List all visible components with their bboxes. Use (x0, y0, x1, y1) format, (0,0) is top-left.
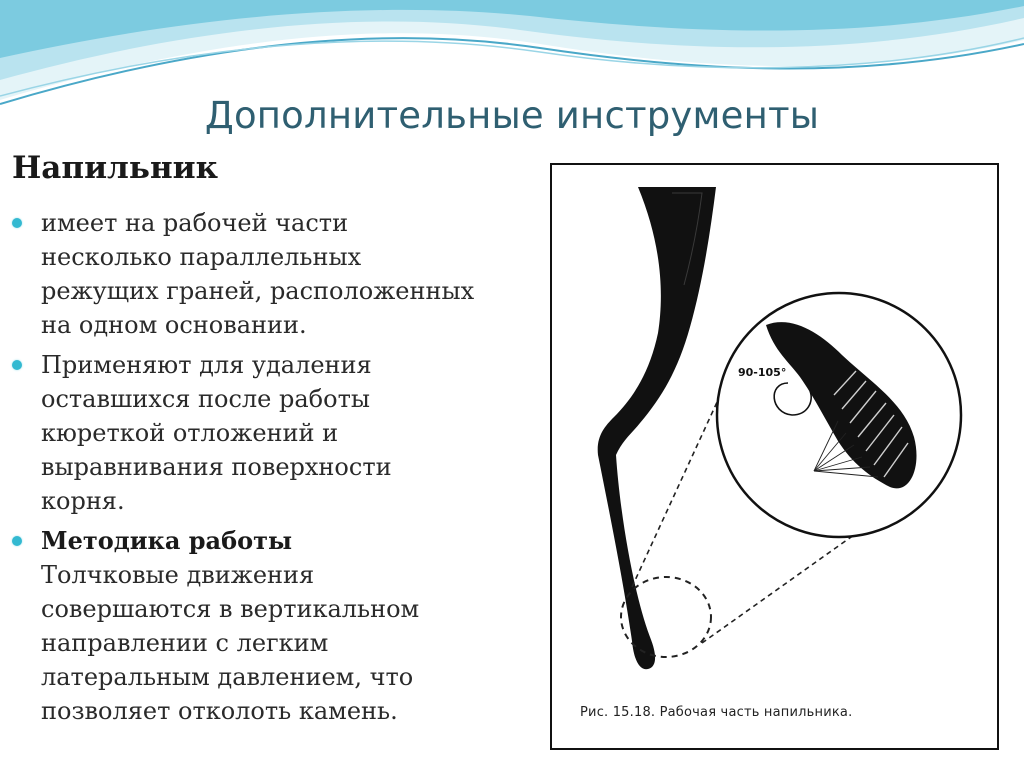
connector-line (632, 387, 724, 587)
figure-caption: Рис. 15.18. Рабочая часть напильника. (580, 705, 853, 720)
bullet-dot-icon (12, 360, 22, 370)
instrument-shank (598, 187, 716, 669)
bullet-item (12, 524, 532, 728)
bullet-text: имеет на рабочей части несколько параллельных режущих граней, расположенных на одном основании. (41, 209, 475, 339)
bullet-dot-icon (12, 218, 22, 228)
figure-frame (550, 163, 999, 750)
bullet-item (12, 206, 532, 342)
bullet-list (12, 206, 532, 734)
bullet-text: Применяют для удаления оставшихся после работы кюреткой отложений и выравнивания поверхности корня. (41, 351, 392, 515)
file-instrument-illustration (552, 165, 1001, 752)
angle-label: 90-105° (738, 366, 787, 379)
bullet-dot-icon (12, 536, 22, 546)
section-heading: Напильник (12, 150, 219, 186)
slide-title: Дополнительные инструменты (204, 94, 820, 137)
bullet-text: Толчковые движения совершаются в вертикальном направлении с легким латеральным давлением, что позволяет отколоть камень. (41, 561, 420, 725)
bullet-heading: Методика работы (41, 526, 293, 555)
bullet-item (12, 348, 532, 518)
